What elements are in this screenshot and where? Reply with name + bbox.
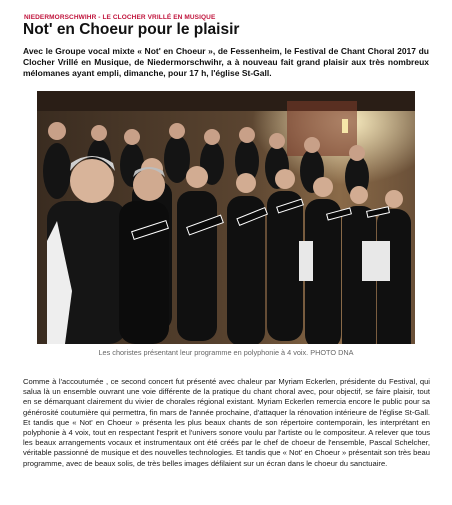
choir-photo bbox=[37, 91, 415, 344]
article-body: Comme à l'accoutumée , ce second concert fut présenté avec chaleur par Myriam Eckerlen, présidente du Festival, qui salua là un ensemble ouvrant une voie différente de la pratique du chant choral avec, pour objectif, se faire plaisir, tout en se démarquant clairement du vivier de chorales régional existant. Myriam Eckerlen remercia encore le public pour sa générosité coutumière qui permettra, fin mars de l'année prochaine, d'attaquer la rénovation intérieure de l'église St-Gall. Et tandis que « Not' en Choeur » présenta les plus beaux chants de son répertoire contemporain, les interprétant en polyphonie à 4 voix, tout en respectant l'esprit et l'univers sonore voulu par l'artiste ou le compositeur. A relever que tous les beaux arrangements vocaux et instrumentaux ont été créés par le chef de choeur de l'ensemble, Pascal Schelcher, véritable passionné de musique et des nouvelles technologies. Et tandis que « Not' en Choeur » présentait son très beau programme, avec de beaux solis, de très belles images défilaient sur un écran dans le choeur du sanctuaire. bbox=[23, 377, 430, 468]
photo-caption: Les choristes présentant leur programme en polyphonie à 4 voix. PHOTO DNA bbox=[98, 348, 354, 357]
article-headline: Not' en Choeur pour le plaisir bbox=[23, 21, 240, 38]
section-kicker: NIEDERMORSCHWIHR - LE CLOCHER VRILLÉ EN MUSIQUE bbox=[24, 14, 216, 21]
article-lead: Avec le Groupe vocal mixte « Not' en Choeur », de Fessenheim, le Festival de Chant Choral 2017 du Clocher Vrillé en Musique, de Niedermorschwihr, a à nouveau fait grand plaisir aux très nombreux mélomanes ayant empli, dimanche, pour 17 h, l'église St-Gall. bbox=[23, 46, 429, 79]
wall-lamp bbox=[342, 119, 348, 133]
